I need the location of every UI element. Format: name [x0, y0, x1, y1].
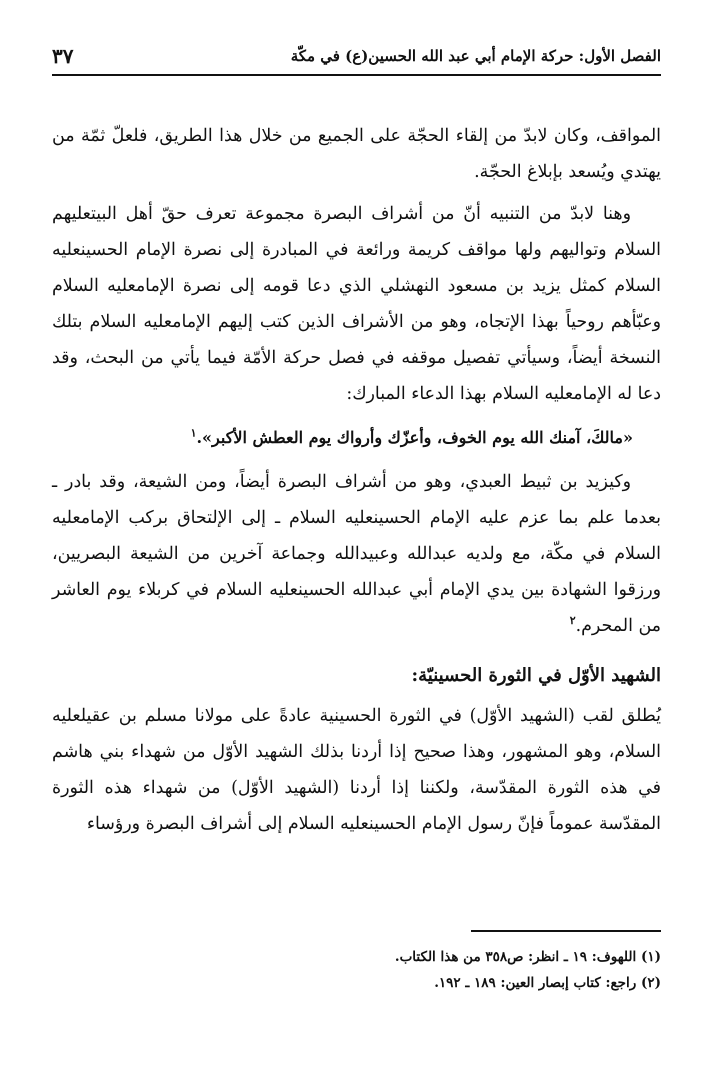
paragraph-2: وهنا لابدّ من التنبيه أنّ من أشراف البصرة مجموعة تعرف حقّ أهل البيتعليهم السلام وتواليهم ولها مواقف كريمة ورائعة في المبادرة إلى نصرة الإمام الحسينعليه السلام كمثل يزيد بن مسعود النهشلي الذي دعا قومه إلى نصرة الإمامعليه السلام وعبّأهم روحياً بهذا الإتجاه، وهو من الأشراف الذين كتب إليهم الإمامعليه السلام بتلك النسخة أيضاً، وسيأتي تفصيل موقفه في فصل حركة الأمّة فيما يأتي من البحث، وقد دعا له الإمامعليه السلام بهذا الدعاء المبارك:: [52, 204, 661, 404]
page-body: [52, 118, 661, 842]
paragraph-1: المواقف، وكان لابدّ من إلقاء الحجّة على الجميع من خلال هذا الطريق، فلعلّ ثمّة من يهتدي ويُسعد بإبلاغ الحجّة.: [52, 126, 661, 182]
footnote-divider: [471, 930, 661, 932]
quote-text: «مالكَ، آمنك الله يوم الخوف، وأعزّك وأرواك يوم العطش الأكبر».: [196, 428, 633, 447]
paragraph-3: [52, 464, 661, 644]
paragraph-4: يُطلق لقب (الشهيد الأوّل) في الثورة الحسينية عادةً على مولانا مسلم بن عقيلعليه السلام، وهو المشهور، وهذا صحيح إذا أردنا بذلك الشهيد الأوّل من شهداء بني هاشم في هذه الثورة المقدّسة، ولكننا إذا أردنا (الشهيد الأوّل) من شهداء هذه الثورة المقدّسة عموماً فإنّ رسول الإمام الحسينعليه السلام إلى أشراف البصرة ورؤساء: [52, 706, 661, 834]
prayer-quote: [52, 420, 661, 456]
footnote-2: (٢) راجع: كتاب إبصار العين: ١٨٩ ـ ١٩٢.: [434, 975, 661, 991]
page-number: ٣٧: [52, 44, 74, 68]
chapter-title: الفصل الأول: حركة الإمام أبي عبد الله الحسين(ع) في مكّة: [290, 47, 661, 65]
footnote-1: (١) اللهوف: ١٩ ـ انظر: ص٣٥٨ من هذا الكتاب.: [394, 949, 661, 965]
footnote-ref-2: ٢: [569, 614, 576, 628]
footnote-ref-1: ١: [190, 426, 197, 440]
page-header: [52, 38, 661, 76]
paragraph-3-text: وكيزيد بن ثبيط العبدي، وهو من أشراف البصرة أيضاً، ومن الشيعة، وقد بادر ـ بعدما علم بما عزم عليه الإمام الحسينعليه السلام ـ إلى الإلتحاق بركب الإمامعليه السلام في مكّة، مع ولديه عبدالله وعبيدالله وجماعة آخرين من الشيعة البصريين، ورزقوا الشهادة بين يدي الإمام أبي عبدالله الحسينعليه السلام في كربلاء يوم العاشر من المحرم.: [52, 472, 661, 636]
section-heading: الشهيد الأوّل في الثورة الحسينيّة:: [411, 665, 661, 686]
footnotes: [52, 930, 661, 996]
